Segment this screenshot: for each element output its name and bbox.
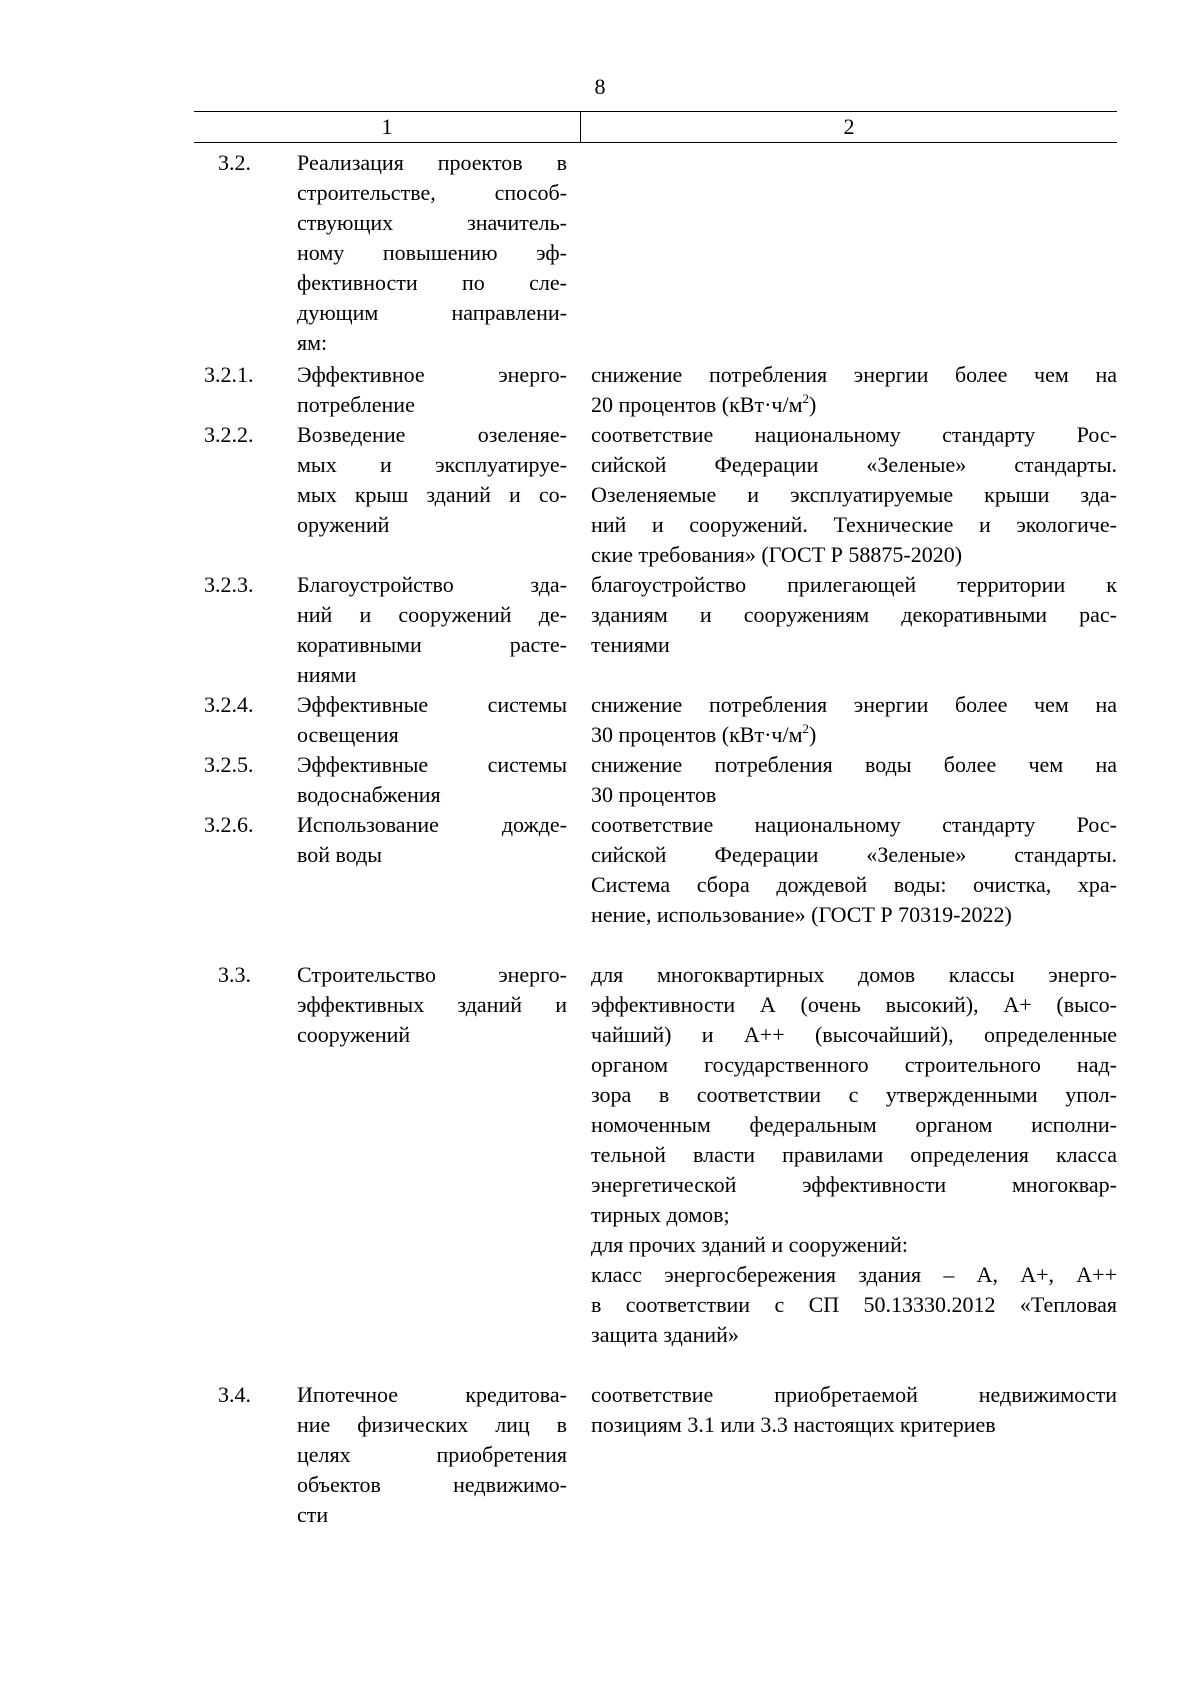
row-criterion-line: энергетической эффективности многоквар- [591, 1172, 1117, 1197]
row-criterion-line: тельной власти правилами определения класса [591, 1142, 1117, 1167]
row-criterion-line: защита зданий» [591, 1322, 739, 1347]
row-number: 3.2. [218, 150, 251, 175]
row-criterion-line: позициям 3.1 или 3.3 настоящих критериев [591, 1412, 996, 1437]
row-number: 3.2.2. [204, 422, 254, 447]
row-criterion-line: нение, использование» (ГОСТ Р 70319-2022) [591, 902, 1012, 927]
row-criterion-line: ские требования» (ГОСТ Р 58875-2020) [591, 542, 963, 567]
row-name-line: ний и сооружений де- [297, 602, 567, 627]
row-name-line: Строительство энерго- [297, 962, 567, 987]
row-name-line: сти [297, 1502, 329, 1527]
row-number: 3.2.5. [204, 752, 254, 777]
row-criterion-line: для многоквартирных домов классы энерго- [591, 962, 1117, 987]
row-criterion-line: снижение потребления энергии более чем на [591, 362, 1117, 387]
row-name-line: вой воды [297, 842, 383, 867]
row-name [297, 360, 567, 420]
row-name-line: ям: [297, 330, 328, 355]
row-criterion-line: соответствие национальному стандарту Рос- [591, 812, 1117, 837]
row-name-line: коративными расте- [297, 632, 567, 657]
row-criterion [591, 690, 1117, 750]
row-criterion [591, 1380, 1117, 1440]
row-criterion [591, 750, 1117, 810]
row-criterion-line: снижение потребления воды более чем на [591, 752, 1117, 777]
row-criterion-line: ний и сооружений. Технические и экологиче- [591, 512, 1117, 537]
row-number: 3.2.1. [204, 362, 254, 387]
row-name [297, 750, 567, 810]
row-name-line: ниями [297, 662, 357, 687]
row-name-line: эффективных зданий и [297, 992, 567, 1017]
row-criterion-line: в соответствии с СП 50.13330.2012 «Тепловая [591, 1292, 1117, 1317]
row-number: 3.2.4. [204, 692, 254, 717]
row-number: 3.2.3. [204, 572, 254, 597]
row-criterion-line: сийской Федерации «Зеленые» стандарты. [591, 842, 1117, 867]
row-criterion-line: сийской Федерации «Зеленые» стандарты. [591, 452, 1117, 477]
row-name-line: строительстве, способ- [297, 180, 567, 205]
row-name-line: сооружений [297, 1022, 411, 1047]
row-criterion-line: органом государственного строительного над- [591, 1052, 1117, 1077]
row-name-line: ние физических лиц в [297, 1412, 567, 1437]
row-name [297, 690, 567, 750]
column-header-2: 2 [843, 114, 855, 139]
row-name-line: Реализация проектов в [297, 150, 567, 175]
row-name [297, 1380, 567, 1530]
row-criterion-line: номоченным федеральным органом исполни- [591, 1112, 1117, 1137]
row-name-line: объектов недвижимо- [297, 1472, 567, 1497]
row-name [297, 960, 567, 1050]
row-name-line: фективности по сле- [297, 270, 567, 295]
row-number: 3.3. [218, 962, 251, 987]
row-name-line: Эффективные системы [297, 752, 567, 777]
criterion-text: 20 процентов (кВт·ч/м [591, 392, 803, 417]
table-header [194, 111, 1117, 143]
row-name-line: Ипотечное кредитова- [297, 1382, 567, 1407]
row-name-line: потребление [297, 392, 415, 417]
row-criterion-line: эффективности А (очень высокий), А+ (высо- [591, 992, 1117, 1017]
row-number: 3.4. [218, 1382, 251, 1407]
page-number: 8 [594, 74, 606, 99]
criterion-text: ) [809, 392, 817, 417]
row-criterion-line [591, 720, 1117, 750]
criterion-text: 30 процентов (кВт·ч/м [591, 722, 803, 747]
row-name-line: дующим направлени- [297, 300, 567, 325]
row-criterion-line: зданиям и сооружениям декоративными рас- [591, 602, 1117, 627]
row-criterion-line [591, 390, 1117, 420]
row-name-line: Эффективные системы [297, 692, 567, 717]
row-name-line: Благоустройство зда- [297, 572, 567, 597]
row-name-line: водоснабжения [297, 782, 441, 807]
row-name-line: Возведение озеленяе- [297, 422, 567, 447]
row-name-line: освещения [297, 722, 399, 747]
row-name [297, 148, 567, 358]
row-criterion-line: Система сбора дождевой воды: очистка, хра- [591, 872, 1117, 897]
row-name [297, 420, 567, 540]
row-name-line: ствующих значитель- [297, 210, 567, 235]
criterion-text: ) [809, 722, 817, 747]
row-criterion [591, 810, 1117, 930]
row-name [297, 570, 567, 690]
row-criterion-line: соответствие приобретаемой недвижимости [591, 1382, 1117, 1407]
row-criterion-line: соответствие национальному стандарту Рос- [591, 422, 1117, 447]
row-criterion [591, 570, 1117, 660]
row-number: 3.2.6. [204, 812, 254, 837]
column-header-1: 1 [194, 112, 581, 142]
row-name-line: Использование дожде- [297, 812, 567, 837]
row-criterion-line: Озеленяемые и эксплуатируемые крыши зда- [591, 482, 1117, 507]
row-name-line: Эффективное энерго- [297, 362, 567, 387]
row-name [297, 810, 567, 870]
superscript: 2 [802, 721, 810, 736]
row-criterion-line: чайший) и А++ (высочайший), определенные [591, 1022, 1117, 1047]
row-name-line: ному повышению эф- [297, 240, 567, 265]
row-criterion-line: класс энергосбережения здания – А, А+, А++ [591, 1262, 1117, 1287]
row-name-line: мых и эксплуатируе- [297, 452, 567, 477]
row-criterion-line: тирных домов; [591, 1202, 730, 1227]
row-criterion-line: снижение потребления энергии более чем на [591, 692, 1117, 717]
row-criterion-line: благоустройство прилегающей территории к [591, 572, 1117, 597]
row-criterion [591, 420, 1117, 570]
row-criterion [591, 360, 1117, 420]
row-criterion-line: зора в соответствии с утвержденными упол- [591, 1082, 1117, 1107]
row-criterion-line: тениями [591, 632, 670, 657]
row-criterion-line: для прочих зданий и сооружений: [591, 1232, 908, 1257]
row-name-line: целях приобретения [297, 1442, 567, 1467]
row-name-line: мых крыш зданий и со- [297, 482, 567, 507]
row-name-line: оружений [297, 512, 390, 537]
row-criterion [591, 960, 1117, 1350]
superscript: 2 [802, 391, 810, 406]
row-criterion-line: 30 процентов [591, 782, 717, 807]
